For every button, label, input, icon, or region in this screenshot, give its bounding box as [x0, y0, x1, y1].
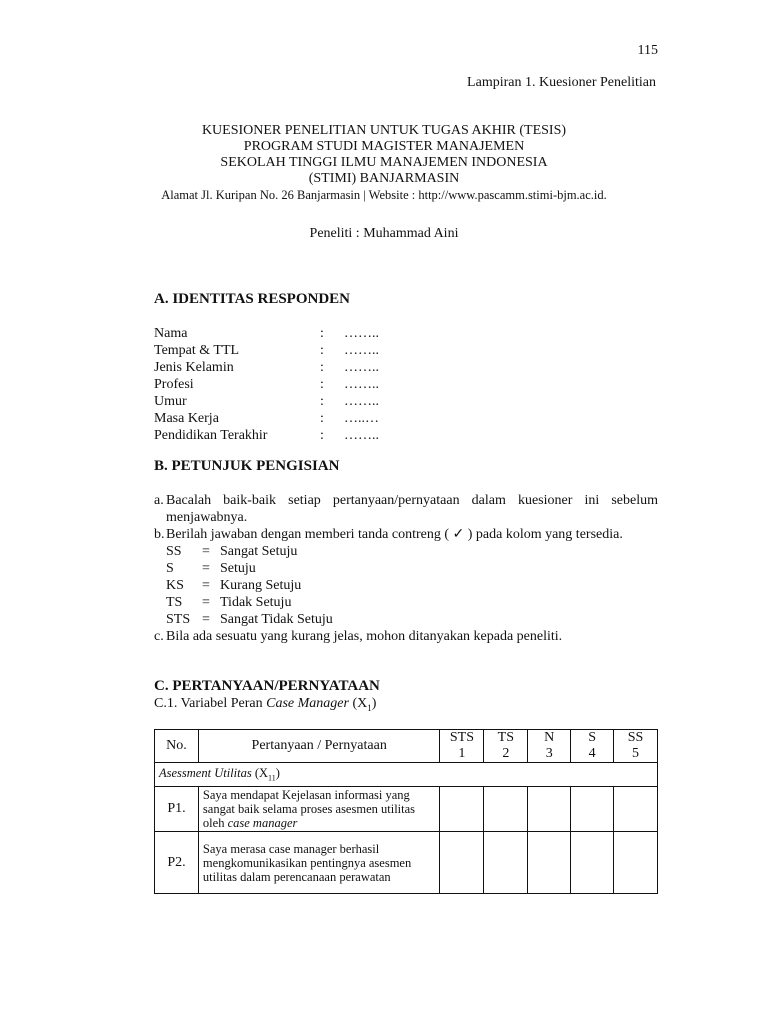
field-value[interactable]: ……..: [344, 377, 379, 392]
item-marker: c.: [154, 629, 164, 644]
header-line-3: SEKOLAH TINGGI ILMU MANAJEMEN INDONESIA: [220, 155, 548, 170]
field-colon: :: [320, 326, 324, 341]
legend-row: [166, 543, 658, 560]
scale-code: SS: [614, 730, 658, 747]
variable-subtitle: [154, 696, 376, 713]
table-row: [155, 832, 658, 894]
appendix-title: Lampiran 1. Kuesioner Penelitian: [467, 75, 656, 90]
field-label: Profesi: [154, 377, 194, 392]
header-address: Alamat Jl. Kuripan No. 26 Banjarmasin | Website : http://www.pascamm.stimi-bjm.ac.id.: [161, 188, 607, 202]
header-line-4: (STIMI) BANJARMASIN: [308, 171, 460, 186]
scale-code: TS: [484, 730, 528, 747]
scale-num: 5: [614, 746, 658, 763]
answer-cell-n[interactable]: [528, 832, 571, 894]
header-no: No.: [155, 730, 199, 763]
legend-row: [166, 611, 658, 628]
field-value[interactable]: ……..: [344, 343, 379, 358]
legend-equals: =: [202, 544, 210, 559]
question-table: [154, 729, 658, 894]
field-label: Jenis Kelamin: [154, 360, 234, 375]
subtitle-italic: Case Manager: [266, 696, 349, 711]
scale-num: 4: [571, 746, 614, 763]
page-number: 115: [637, 43, 658, 58]
field-colon: :: [320, 428, 324, 443]
section-b-title: B. PETUNJUK PENGISIAN: [154, 458, 340, 474]
scale-num: 2: [484, 746, 528, 763]
instruction-item: [154, 492, 658, 526]
scale-num: 1: [440, 746, 484, 763]
answer-cell-s[interactable]: [571, 832, 614, 894]
scale-legend: [166, 543, 658, 628]
field-label: Umur: [154, 394, 187, 409]
question-text-italic: case manager: [227, 816, 298, 830]
subtitle-prefix: C.1. Variabel Peran: [154, 696, 267, 711]
scale-code: S: [571, 730, 614, 747]
subtitle-close: ): [371, 696, 377, 711]
question-text: [198, 832, 440, 894]
field-value[interactable]: …..…: [344, 411, 379, 426]
answer-cell-n[interactable]: [528, 787, 571, 832]
legend-equals: =: [202, 595, 210, 610]
subtitle-var: (X: [348, 696, 368, 711]
answer-cell-ts[interactable]: [484, 832, 528, 894]
field-value[interactable]: ……..: [344, 360, 379, 375]
question-text: [198, 787, 440, 832]
scale-code: STS: [440, 730, 484, 747]
header-line-2: PROGRAM STUDI MAGISTER MANAJEMEN: [243, 139, 525, 154]
field-label: Masa Kerja: [154, 411, 219, 426]
answer-cell-ss[interactable]: [614, 832, 658, 894]
instruction-item: [154, 526, 658, 543]
identity-fields: [154, 325, 379, 444]
section-c-title: C. PERTANYAAN/PERNYATAAN: [154, 678, 380, 694]
legend-code: S: [166, 561, 174, 576]
question-number: P1.: [155, 787, 199, 832]
subheader-close: ): [275, 766, 280, 781]
field-colon: :: [320, 377, 324, 392]
section-a-title: A. IDENTITAS RESPONDEN: [154, 291, 351, 307]
legend-equals: =: [202, 612, 210, 627]
identity-row: [154, 410, 379, 427]
table-row: [155, 787, 658, 832]
field-label: Nama: [154, 326, 188, 341]
legend-row: [166, 594, 658, 611]
field-value[interactable]: ……..: [344, 428, 379, 443]
identity-row: [154, 376, 379, 393]
identity-row: [154, 359, 379, 376]
field-label: Pendidikan Terakhir: [154, 428, 268, 443]
legend-row: [166, 560, 658, 577]
legend-code: STS: [166, 612, 191, 627]
field-colon: :: [320, 411, 324, 426]
field-label: Tempat & TTL: [154, 343, 240, 358]
identity-row: [154, 342, 379, 359]
legend-meaning: Tidak Setuju: [220, 595, 292, 610]
field-value[interactable]: ……..: [344, 326, 379, 341]
answer-cell-sts[interactable]: [440, 832, 484, 894]
header-line-1: KUESIONER PENELITIAN UNTUK TUGAS AKHIR (TESIS): [201, 123, 567, 138]
legend-equals: =: [202, 561, 210, 576]
item-marker: a.: [154, 493, 164, 508]
question-number: P2.: [155, 832, 199, 894]
answer-cell-ts[interactable]: [484, 787, 528, 832]
legend-equals: =: [202, 578, 210, 593]
field-colon: :: [320, 360, 324, 375]
instruction-text: Bila ada sesuatu yang kurang jelas, mohon ditanyakan kepada peneliti.: [166, 629, 563, 644]
legend-row: [166, 577, 658, 594]
subheader-var: (X: [251, 766, 269, 781]
item-marker: b.: [154, 527, 165, 542]
legend-code: KS: [166, 578, 184, 593]
answer-cell-sts[interactable]: [440, 787, 484, 832]
scale-num: 3: [528, 746, 571, 763]
scale-code: N: [528, 730, 571, 747]
identity-row: [154, 427, 379, 444]
researcher-name: Peneliti : Muhammad Aini: [309, 226, 459, 241]
field-value[interactable]: ……..: [344, 394, 379, 409]
instruction-text: Berilah jawaban dengan memberi tanda contreng ( ✓ ) pada kolom yang tersedia.: [166, 527, 623, 542]
question-text-main: Saya merasa case manager berhasil mengkomunikasikan pentingnya asesmen utilitas dalam perencanaan perawatan: [202, 841, 412, 884]
questionnaire-header: [0, 123, 768, 203]
question-text-main: Saya mendapat Kejelasan informasi yang sangat baik selama proses asesmen utilitas oleh: [202, 788, 416, 830]
field-colon: :: [320, 343, 324, 358]
header-question: Pertanyaan / Pernyataan: [198, 730, 440, 763]
instruction-item: [154, 628, 658, 645]
subheader-italic: Asessment Utilitas: [159, 766, 252, 781]
subtitle-var-sub: 1: [367, 702, 372, 713]
subheader-sub: 11: [268, 773, 276, 783]
identity-row: [154, 393, 379, 410]
legend-meaning: Sangat Setuju: [220, 544, 298, 559]
legend-code: TS: [166, 595, 183, 610]
legend-meaning: Setuju: [220, 561, 256, 576]
legend-meaning: Sangat Tidak Setuju: [220, 612, 333, 627]
instructions: [154, 492, 658, 645]
legend-meaning: Kurang Setuju: [220, 578, 302, 593]
field-colon: :: [320, 394, 324, 409]
answer-cell-s[interactable]: [571, 787, 614, 832]
identity-row: [154, 325, 379, 342]
instruction-text: Bacalah baik-baik setiap pertanyaan/pernyataan dalam kuesioner ini sebelum menjawabnya.: [166, 493, 658, 525]
dimension-subheader: [155, 763, 658, 787]
answer-cell-ss[interactable]: [614, 787, 658, 832]
legend-code: SS: [166, 544, 182, 559]
